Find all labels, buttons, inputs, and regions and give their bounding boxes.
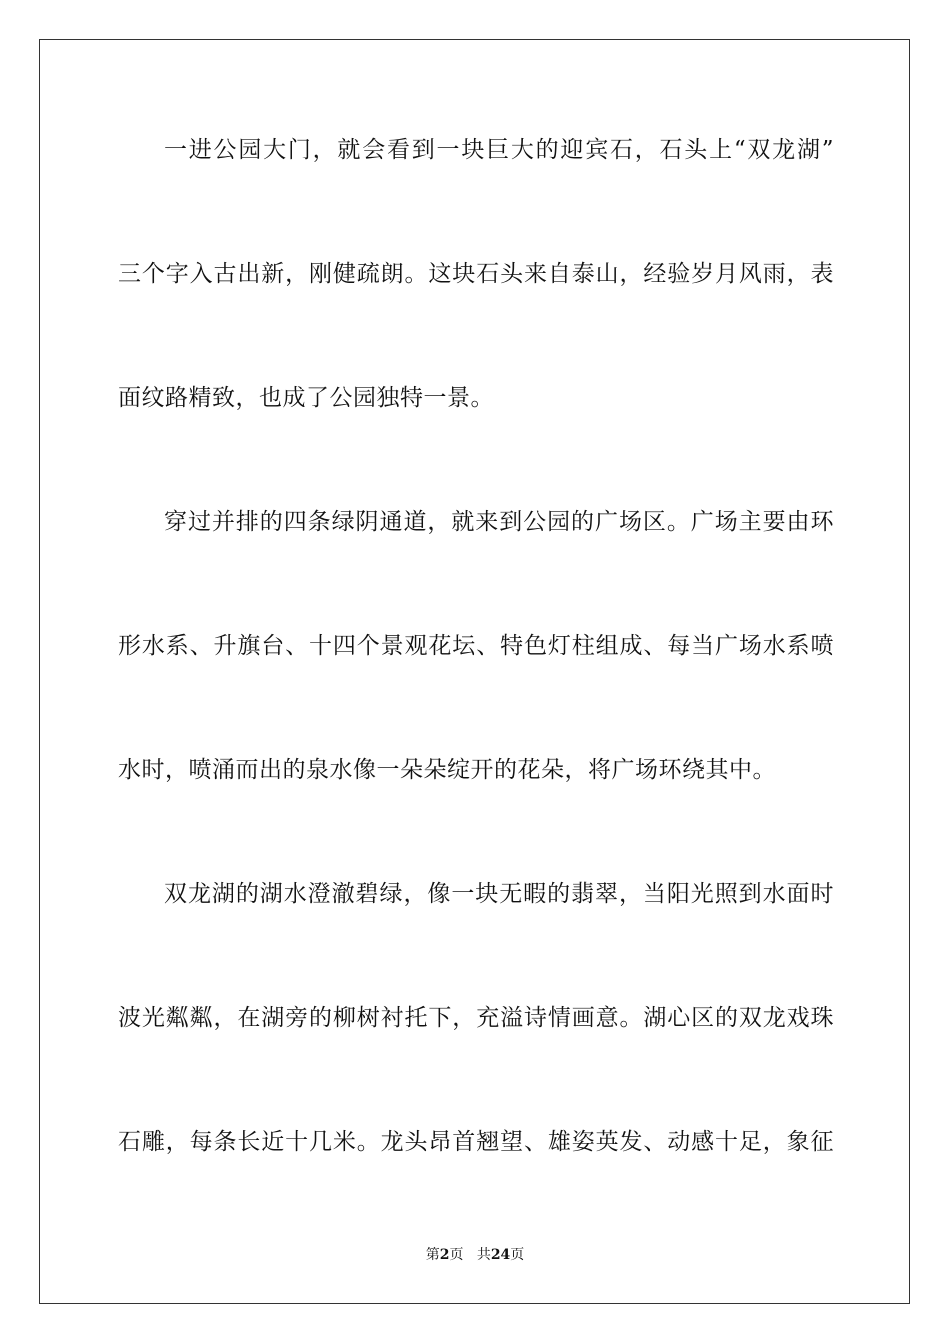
paragraph-1-line-2: 三个字入古出新，刚健疏朗。这块石头来自泰山，经验岁月风雨，表 — [118, 261, 834, 287]
total-pages: 24 — [490, 1247, 511, 1263]
paragraph-2-line-3: 水时，喷涌而出的泉水像一朵朵绽开的花朵，将广场环绕其中。 — [118, 757, 776, 783]
paragraph-2-line-2: 形水系、升旗台、十四个景观花坛、特色灯柱组成、每当广场水系喷 — [118, 633, 834, 659]
paragraph-3-line-1: 双龙湖的湖水澄澈碧绿，像一块无暇的翡翠，当阳光照到水面时 — [164, 881, 834, 907]
page-footer — [0, 1246, 950, 1264]
paragraph-1-line-3: 面纹路精致，也成了公园独特一景。 — [118, 385, 494, 411]
paragraph-1-line-1: 一进公园大门，就会看到一块巨大的迎宾石，石头上“双龙湖” — [164, 137, 834, 163]
paragraph-2-line-1: 穿过并排的四条绿阴通道，就来到公园的广场区。广场主要由环 — [164, 509, 834, 535]
page-number: 2 — [439, 1247, 450, 1263]
total-prefix: 共 — [476, 1247, 491, 1263]
total-suffix: 页 — [510, 1247, 525, 1263]
page-frame — [39, 39, 910, 1304]
paragraph-3-line-3: 石雕，每条长近十几米。龙头昂首翘望、雄姿英发、动感十足，象征 — [118, 1129, 834, 1155]
page-suffix: 页 — [449, 1247, 464, 1263]
page-prefix: 第 — [425, 1247, 440, 1263]
paragraph-3-line-2: 波光粼粼，在湖旁的柳树衬托下，充溢诗情画意。湖心区的双龙戏珠 — [118, 1005, 834, 1031]
